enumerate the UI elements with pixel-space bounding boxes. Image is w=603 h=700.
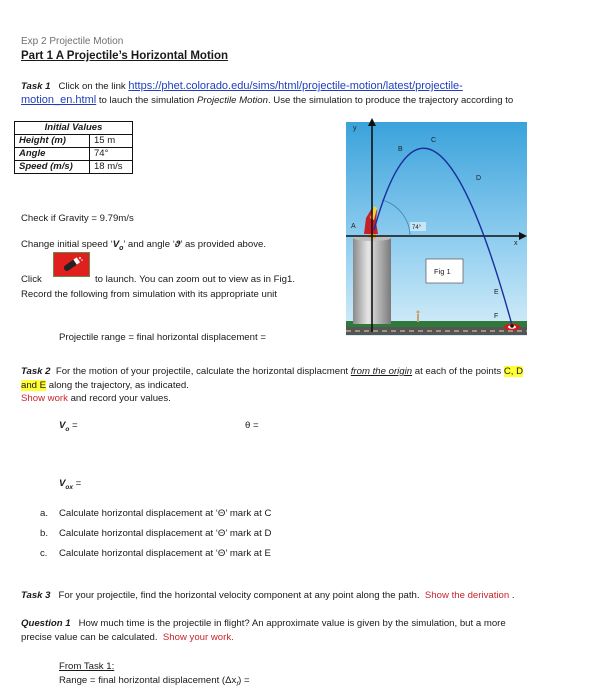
subscript: o xyxy=(119,244,124,252)
question1-line2 xyxy=(21,631,234,644)
row-key: Speed (m/s) xyxy=(15,161,90,174)
range-equation xyxy=(59,674,250,691)
show-derivation-note: Show the derivation xyxy=(424,590,510,601)
phet-link-continued[interactable]: motion_en.html xyxy=(21,94,97,106)
text: along the trajectory, as indicated. xyxy=(46,380,189,391)
list-marker: c. xyxy=(40,548,48,559)
table-row xyxy=(15,135,133,148)
theta-symbol: ϑ xyxy=(174,239,181,250)
vox-field xyxy=(59,477,81,494)
record-instruction: Record the following from simulation with its appropriate unit xyxy=(21,289,277,300)
launch-instruction: to launch. You can zoom out to view as in Fig1. xyxy=(95,274,295,285)
text: How much time is the projectile in flight? An approximate value is given by the simulation, but a more xyxy=(78,618,506,629)
launch-button[interactable] xyxy=(53,252,90,277)
point-e-label: E xyxy=(494,289,499,296)
y-axis-label: y xyxy=(353,125,357,132)
sim-name: Projectile Motion xyxy=(197,95,268,106)
vo-field xyxy=(59,419,78,436)
subscript: o xyxy=(65,425,70,433)
text: at each of the points xyxy=(412,366,504,377)
text: Change initial speed ‘ xyxy=(21,239,113,250)
list-text: Calculate horizontal displacement at ‘Θ’ mark at C xyxy=(59,508,272,519)
point-b-label: B xyxy=(398,146,403,153)
task2-line1 xyxy=(21,365,523,378)
simulation-image xyxy=(346,118,527,336)
show-work-note: Show work xyxy=(21,393,68,404)
list-text: Calculate horizontal displacement at ‘Θ’ mark at D xyxy=(59,528,272,539)
row-value: 18 m/s xyxy=(90,161,133,174)
subscript: f xyxy=(236,680,239,688)
subscript: ox xyxy=(65,483,73,491)
text: Range = final horizontal displacement (Δx xyxy=(59,675,237,686)
point-f-label: F xyxy=(494,313,499,320)
cannon-icon xyxy=(54,253,89,276)
text: For the motion of your projectile, calculate the horizontal displacment xyxy=(55,366,351,377)
row-value: 74° xyxy=(90,148,133,161)
x-axis-label: x xyxy=(514,240,518,247)
theta-field: θ = xyxy=(245,420,259,431)
text: and record your values. xyxy=(67,393,171,404)
table-header: Initial Values xyxy=(15,122,133,135)
equals: = xyxy=(73,478,82,489)
task3-label: Task 3 xyxy=(21,590,51,601)
range-prompt: Projectile range = final horizontal displacement = xyxy=(59,332,266,343)
row-value: 15 m xyxy=(90,135,133,148)
click-label: Click xyxy=(21,274,42,285)
equals: = xyxy=(69,420,78,431)
list-text: Calculate horizontal displacement at ‘Θ’ mark at E xyxy=(59,548,271,559)
point-c-label: C xyxy=(431,137,437,144)
task1-intro: Click on the link xyxy=(58,81,126,92)
list-item xyxy=(40,547,271,560)
table-row xyxy=(15,161,133,174)
table-row xyxy=(15,148,133,161)
highlight: and E xyxy=(21,380,47,391)
text: ’ as provided above. xyxy=(180,239,267,250)
phet-link[interactable]: https://phet.colorado.edu/sims/html/projectile-motion/latest/projectile- xyxy=(128,80,463,92)
list-item xyxy=(40,527,271,540)
text: ) = xyxy=(238,675,250,686)
task1-text-end: . Use the simulation to produce the trajectory according to xyxy=(267,95,514,106)
task1-line1 xyxy=(21,80,463,93)
row-key: Height (m) xyxy=(15,135,90,148)
emphasis: from the origin xyxy=(350,366,413,377)
document-subtitle: Exp 2 Projectile Motion xyxy=(21,36,124,47)
text: precise value can be calculated. xyxy=(21,632,158,643)
list-item xyxy=(40,507,271,520)
task1-label: Task 1 xyxy=(21,81,51,92)
point-a-label: A xyxy=(351,223,356,230)
list-marker: a. xyxy=(40,508,49,519)
vox-symbol: V xyxy=(59,478,66,489)
task2-line3 xyxy=(21,392,171,405)
task2-label: Task 2 xyxy=(21,366,51,377)
page-title: Part 1 A Projectile’s Horizontal Motion xyxy=(21,50,229,62)
angle-label: 74° xyxy=(412,225,422,231)
row-key: Angle xyxy=(15,148,90,161)
task2-line2 xyxy=(21,379,189,392)
initial-values-table xyxy=(14,121,133,174)
question1-label: Question 1 xyxy=(21,618,71,629)
text: For your projectile, find the horizontal velocity component at any point along the path. xyxy=(58,590,420,601)
text: ’ and angle ‘ xyxy=(123,239,175,250)
trajectory-figure xyxy=(346,118,527,336)
highlight: C, D xyxy=(503,366,524,377)
list-marker: b. xyxy=(40,528,49,539)
show-work-note: Show your work. xyxy=(162,632,234,643)
vo-symbol: V xyxy=(59,420,66,431)
figure-label: Fig 1 xyxy=(434,267,451,276)
text: . xyxy=(509,590,515,601)
from-task1-heading: From Task 1: xyxy=(59,661,115,672)
task3 xyxy=(21,589,515,602)
gravity-check: Check if Gravity = 9.79m/s xyxy=(21,213,134,224)
question1-line1 xyxy=(21,617,506,630)
task1-text: to lauch the simulation xyxy=(96,95,198,106)
v-symbol: V xyxy=(112,239,120,250)
task1-line2 xyxy=(21,94,513,107)
point-d-label: D xyxy=(476,175,482,182)
